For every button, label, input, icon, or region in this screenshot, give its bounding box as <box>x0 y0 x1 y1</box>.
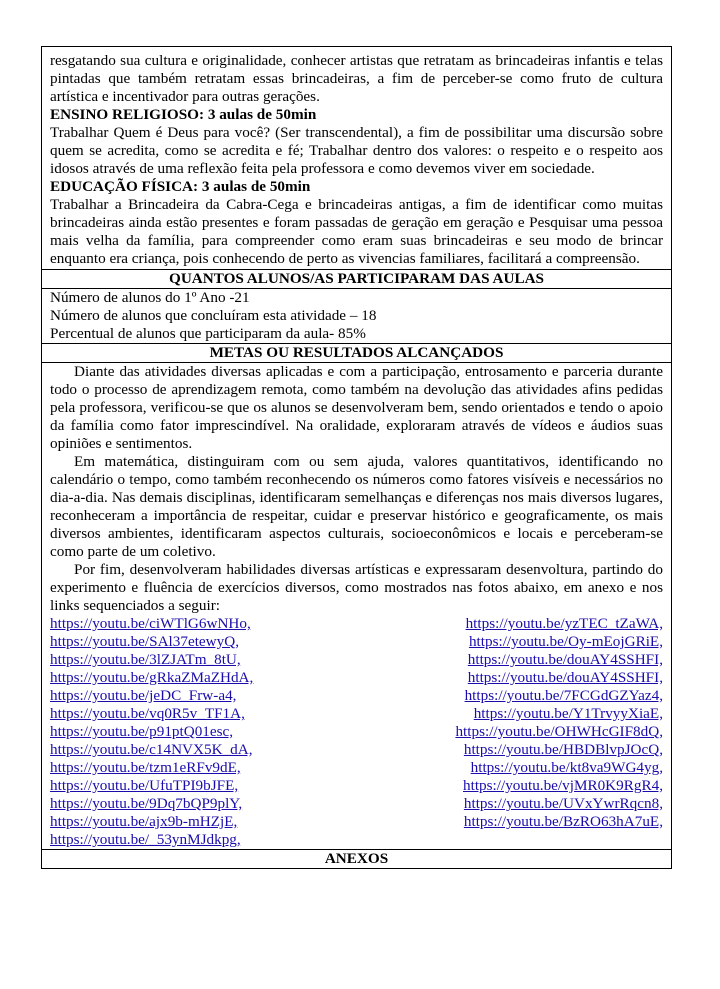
alunos-title: QUANTOS ALUNOS/AS PARTICIPARAM DAS AULAS <box>42 269 671 288</box>
youtube-link[interactable]: https://youtu.be/gRkaZMaZHdA, <box>50 669 254 686</box>
youtube-link[interactable]: https://youtu.be/BzRO63hA7uE, <box>463 813 663 830</box>
alunos-line: Percentual de alunos que participaram da aula- 85% <box>50 325 366 342</box>
youtube-link[interactable]: https://youtu.be/kt8va9WG4yg, <box>470 759 663 776</box>
alunos-line: Número de alunos que concluíram esta atividade – 18 <box>50 307 377 324</box>
youtube-link[interactable]: https://youtu.be/douAY4SSHFI, <box>467 669 663 686</box>
youtube-link[interactable]: https://youtu.be/tzm1eRFv9dE, <box>50 759 241 776</box>
anexos-title: ANEXOS <box>42 849 671 869</box>
youtube-link[interactable]: https://youtu.be/3lZJATm_8tU, <box>50 651 241 668</box>
document-table <box>41 46 672 869</box>
educacao-fisica-heading: EDUCAÇÃO FÍSICA: 3 aulas de 50min <box>50 178 311 195</box>
youtube-link[interactable]: https://youtu.be/ciWTlG6wNHo, <box>50 615 251 632</box>
youtube-link[interactable]: https://youtu.be/Oy-mEojGRiE, <box>468 633 663 650</box>
metas-paragraph: Diante das atividades diversas aplicadas e com a participação, entrosamento e parceria durante todo o processo de aprendizagem remota, como também na devolução das atividades afins pedidas pela professora, verificou-se que os alunos se desenvolveram bem, sendo orientados e tendo o apoio da família como fator imprescindível. Na oralidade, exploraram através de vídeos e áudios suas opiniões e sentimentos. <box>50 363 663 452</box>
youtube-link[interactable]: https://youtu.be/yzTEC_tZaWA, <box>465 615 663 632</box>
educacao-fisica-text: Trabalhar a Brincadeira da Cabra-Cega e brincadeiras antigas, a fim de identificar como muitas brincadeiras ainda estão presentes e foram passadas de geração em geração e Pesquisar uma pessoa mais velha da família, para compreender como eram suas brincadeiras e seu modo de brincar enquanto era criança, pois conhecendo de perto as vivencias familiares, facilitará a compreensão. <box>50 196 663 267</box>
ensino-religioso-heading: ENSINO RELIGIOSO: 3 aulas de 50min <box>50 106 317 123</box>
links-left-column <box>50 615 253 849</box>
metas-title: METAS OU RESULTADOS ALCANÇADOS <box>42 343 671 362</box>
youtube-link[interactable]: https://youtu.be/vq0R5v_TF1A, <box>50 705 245 722</box>
youtube-link[interactable]: https://youtu.be/Y1TrvyyXiaE, <box>473 705 663 722</box>
youtube-link[interactable]: https://youtu.be/jeDC_Frw-a4, <box>50 687 237 704</box>
youtube-link[interactable]: https://youtu.be/vjMR0K9RgR4, <box>463 777 663 794</box>
links-grid <box>50 615 663 849</box>
youtube-link[interactable]: https://youtu.be/UVxYwrRqcn8, <box>463 795 663 812</box>
youtube-link[interactable]: https://youtu.be/9Dq7bQP9plY, <box>50 795 243 812</box>
metas-paragraph: Por fim, desenvolveram habilidades diversas artísticas e expressaram desenvoltura, partindo do experimento e fluência de exercícios diversos, como mostrados nas fotos abaixo, em anexo e nos links sequenciados a seguir: <box>50 561 663 614</box>
youtube-link[interactable]: https://youtu.be/p91ptQ01esc, <box>50 723 234 740</box>
youtube-link[interactable]: https://youtu.be/c14NVX5K_dA, <box>50 741 253 758</box>
ensino-religioso-text: Trabalhar Quem é Deus para você? (Ser transcendental), a fim de possibilitar uma discursão sobre quem se acredita, como se acredita e fé; Trabalhar dentro dos valores: o respeito e o respeito aos idosos através de uma reflexão feita pela professora e como devemos viver em sociedade. <box>50 124 663 177</box>
metas-section <box>42 362 671 849</box>
youtube-link[interactable]: https://youtu.be/7FCGdGZYaz4, <box>464 687 663 704</box>
metas-paragraph: Em matemática, distinguiram com ou sem ajuda, valores quantitativos, identificando no calendário o tempo, como também reconhecendo os números como fatores visíveis e necessários no dia-a-dia. Nas demais disciplinas, identificaram semelhanças e diferenças nos mais diversos lugares, reconheceram a importância de respeitar, cuidar e preservar histórico e geograficamente, os mais diversos ambientes, identificaram aspectos culturais, socioeconômicos e locais e perceberam-se como parte de um coletivo. <box>50 453 663 560</box>
youtube-link[interactable]: https://youtu.be/douAY4SSHFI, <box>467 651 663 668</box>
youtube-link[interactable]: https://youtu.be/_53ynMJdkpg, <box>50 831 241 848</box>
content-section <box>42 47 671 269</box>
youtube-link[interactable]: https://youtu.be/HBDBlvpJOcQ, <box>463 741 663 758</box>
youtube-link[interactable]: https://youtu.be/OHWHcGIF8dQ, <box>455 723 663 740</box>
alunos-line: Número de alunos do 1º Ano -21 <box>50 289 250 306</box>
alunos-section <box>42 288 671 343</box>
links-right-column <box>455 615 663 849</box>
youtube-link[interactable]: https://youtu.be/SAl37etewyQ, <box>50 633 239 650</box>
youtube-link[interactable]: https://youtu.be/ajx9b-mHZjE, <box>50 813 238 830</box>
intro-paragraph: resgatando sua cultura e originalidade, conhecer artistas que retratam as brincadeiras infantis e telas pintadas que também retratam essas brincadeiras, a fim de perceber-se como fruto de cultura artística e incentivador para outras gerações. <box>50 52 663 105</box>
youtube-link[interactable]: https://youtu.be/UfuTPI9bJFE, <box>50 777 239 794</box>
